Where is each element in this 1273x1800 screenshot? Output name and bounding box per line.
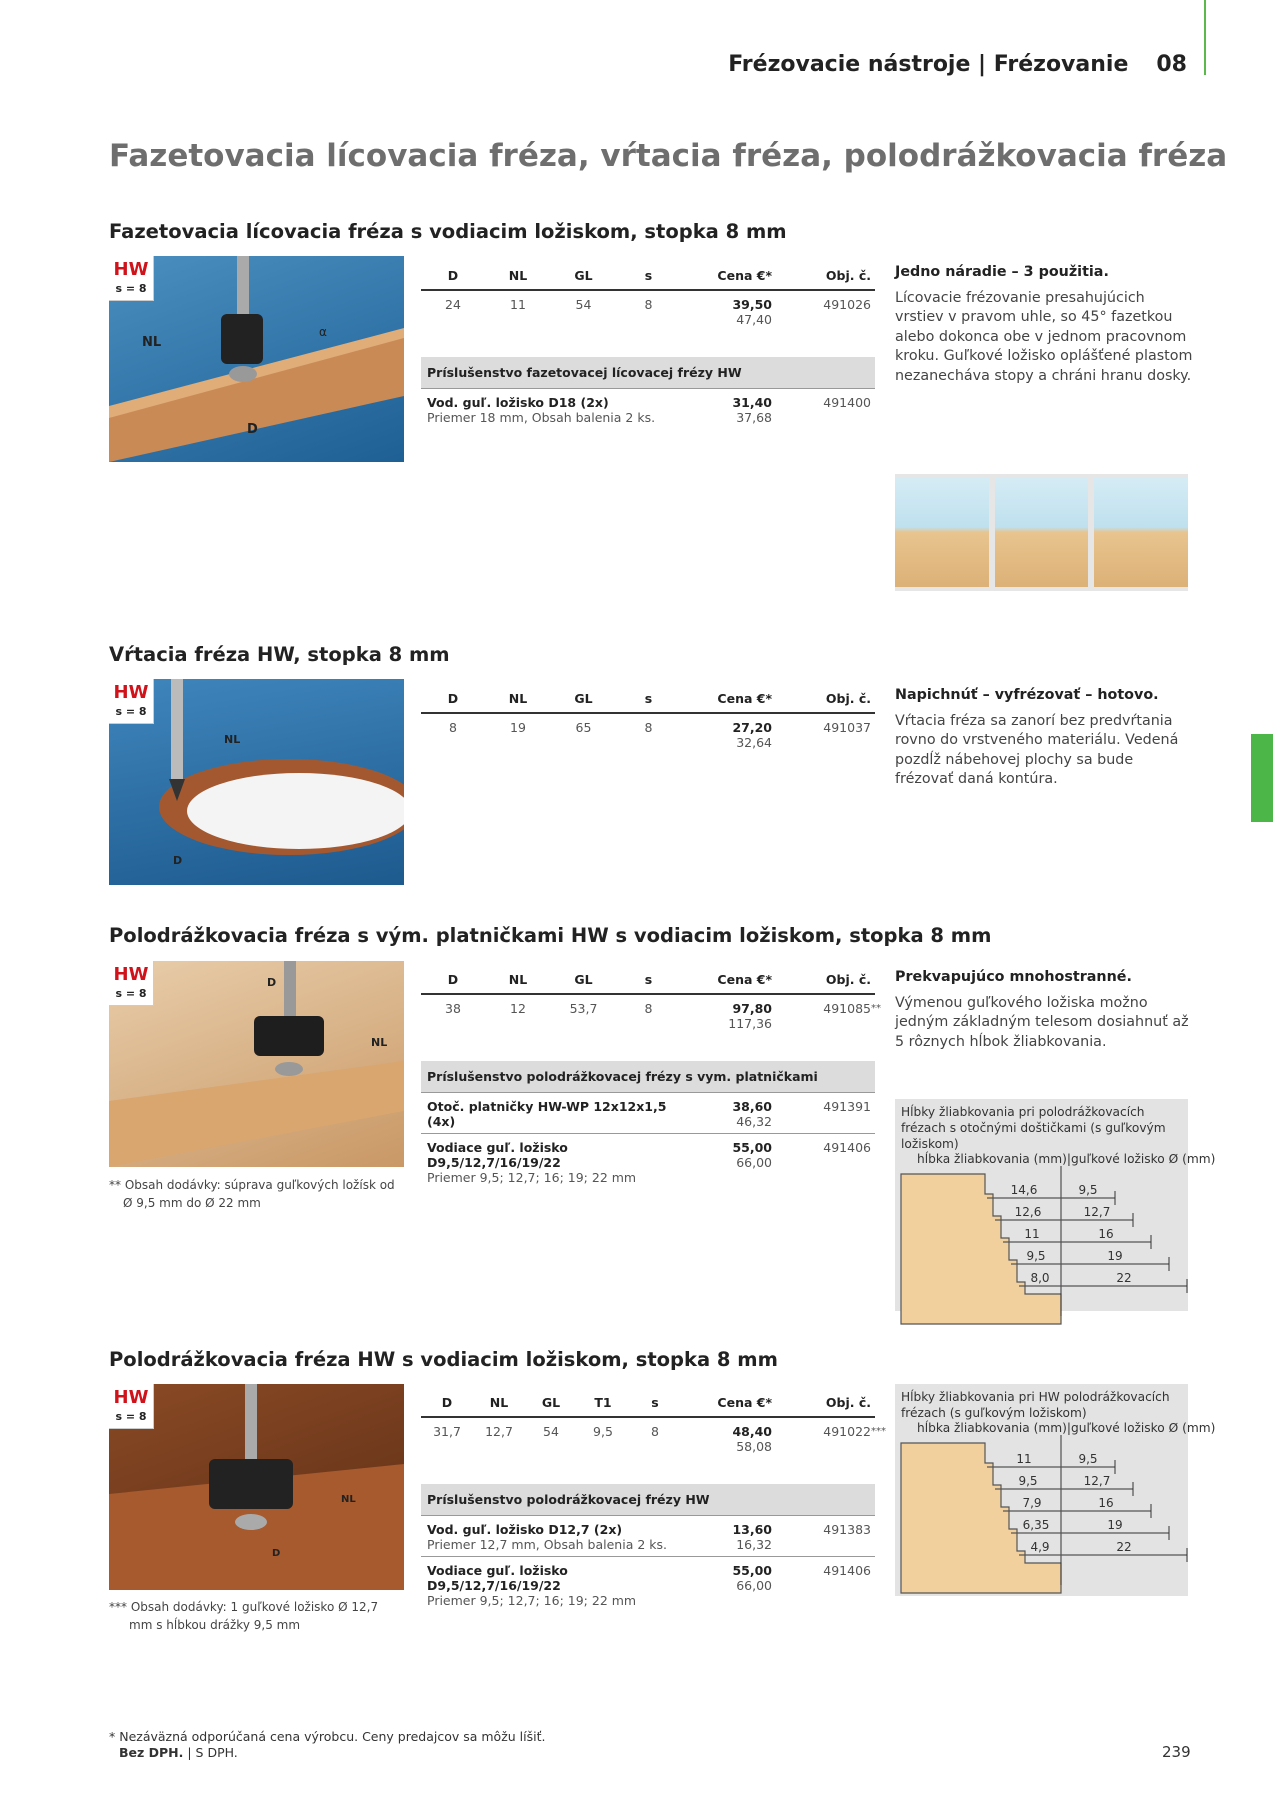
column-header: NL — [485, 966, 551, 994]
depth-value: 9,5 — [1018, 1474, 1038, 1488]
column-header: Obj. č. — [776, 262, 875, 290]
bearing-value: 16 — [1098, 1227, 1114, 1241]
hw-badge: HW s = 8 — [109, 961, 154, 1006]
diagram-caption: Hĺbky žliabkovania pri polodrážkovacích frézach s otočnými doštičkami (s guľkovým ložiskom) — [901, 1105, 1166, 1151]
price-disclaimer: * Nezáväzná odporúčaná cena výrobcu. Ceny predajcov sa môžu líšiť. — [109, 1729, 546, 1744]
depth-value: 11 — [1016, 1452, 1032, 1466]
description-rebate: Prekvapujúco mnohostranné. Výmenou guľkového ložiska možno jedným základným telesom dosiahnuť až 5 rôznych hĺbok žliabkovania. — [895, 969, 1189, 1050]
bearing-value: 22 — [1116, 1540, 1132, 1554]
price: 31,40 — [732, 395, 772, 410]
cell: 9,5 — [593, 1424, 613, 1439]
cell: 12,7 — [485, 1424, 513, 1439]
order-number: 491391 — [823, 1099, 871, 1114]
order-number: 491085 — [823, 1001, 871, 1016]
profile-chamfer — [995, 478, 1089, 587]
label-nl: NL — [224, 733, 241, 746]
table-row — [421, 713, 875, 750]
cell: 19 — [510, 720, 526, 735]
product-table-rebate-hw — [421, 1389, 886, 1612]
page-title: Fazetovacia lícovacia fréza, vŕtacia fréza, polodrážkovacia fréza — [109, 138, 1228, 174]
cell: 8 — [644, 720, 653, 735]
order-number-cell — [776, 713, 875, 750]
column-header: GL — [525, 1389, 577, 1417]
order-number-cell — [776, 1134, 875, 1190]
profile-flush — [895, 478, 989, 587]
column-header: NL — [473, 1389, 525, 1417]
accessory-name: Vodiace guľ. ložisko D9,5/12,7/16/19/22 — [427, 1140, 568, 1170]
product-image-rebate-insert-cutter — [109, 961, 404, 1167]
spacer-cell — [421, 327, 875, 357]
bearing-value: 22 — [1116, 1271, 1132, 1285]
bearing-value: 9,5 — [1078, 1183, 1098, 1197]
accessory-header — [421, 1061, 875, 1093]
depth-value: 7,9 — [1022, 1496, 1042, 1510]
accessory-title: Príslušenstvo polodrážkovacej frézy s vym. platničkami — [421, 1061, 875, 1093]
description-drill: Napichnúť – vyfrézovať – hotovo. Vŕtacia fréza sa zanorí bez predvŕtania rovno do vrstveného materiálu. Vedená pozdĺž nábehovej plochy sa bude frézovať daná kontúra. — [895, 687, 1179, 787]
accessory-name-cell — [421, 1557, 681, 1613]
section-heading-rebate-hw: Polodrážkovacia fréza HW s vodiacim ložiskom, stopka 8 mm — [109, 1348, 778, 1371]
price-vat: 37,68 — [736, 410, 772, 425]
depth-value: 4,9 — [1030, 1540, 1050, 1554]
page-number: 239 — [1162, 1743, 1191, 1761]
order-number-cell — [776, 290, 875, 327]
cell: 65 — [575, 720, 592, 735]
price-cell — [681, 1516, 776, 1557]
depth-label: hĺbka žliabkovania (mm) — [917, 1421, 1067, 1435]
header-section: Frézovacie nástroje | Frézovanie — [728, 52, 1129, 77]
cell: 54 — [543, 1424, 559, 1439]
accessory-row — [421, 1557, 875, 1613]
price-cell — [681, 713, 776, 750]
column-header: D — [421, 1389, 473, 1417]
diagram-axis-labels — [895, 1152, 1216, 1166]
running-header — [728, 52, 1187, 77]
order-number-cell — [776, 1093, 875, 1134]
price-vat: 46,32 — [736, 1114, 772, 1129]
diagram-axis-labels — [895, 1421, 1216, 1435]
cell: 8 — [651, 1424, 659, 1439]
depth-value: 8,0 — [1030, 1271, 1050, 1285]
depth-value: 6,35 — [1022, 1518, 1050, 1532]
price: 27,20 — [732, 720, 772, 735]
price-vat: 32,64 — [736, 735, 772, 750]
column-header: Cena €* — [681, 966, 776, 994]
accessory-row — [421, 1134, 875, 1190]
groove-diagram — [895, 1435, 1188, 1595]
label-d: D — [173, 854, 183, 867]
column-header: Obj. č. — [776, 685, 875, 713]
product-table-chamfer — [421, 262, 875, 429]
bearing-value: 19 — [1107, 1249, 1123, 1263]
price-vat: 47,40 — [736, 312, 772, 327]
vat-included-label: | S DPH. — [183, 1745, 238, 1760]
section-heading-drill: Vŕtacia fréza HW, stopka 8 mm — [109, 643, 450, 666]
table-row — [421, 290, 875, 327]
accessory-name-cell — [421, 1093, 681, 1134]
depth-value: 11 — [1024, 1227, 1040, 1241]
order-number: 491037 — [823, 720, 871, 735]
order-number: 491026 — [823, 297, 871, 312]
order-number: 491406 — [823, 1563, 871, 1578]
price-vat: 58,08 — [736, 1439, 772, 1454]
accessory-name: Vod. guľ. ložisko D18 (2x) — [427, 395, 609, 410]
accessory-name-cell — [421, 389, 681, 430]
cell: 12 — [510, 1001, 526, 1016]
profile-flush-chamfer — [1094, 478, 1188, 587]
label-nl: NL — [341, 1494, 356, 1505]
accessory-row — [421, 1516, 875, 1557]
price-cell — [681, 1134, 776, 1190]
hw-badge: HW s = 8 — [109, 1384, 154, 1429]
profile-illustrations — [895, 474, 1188, 591]
price-cell — [681, 1093, 776, 1134]
column-header: Obj. č. — [776, 966, 875, 994]
groove-depth-diagram-hw — [895, 1384, 1216, 1596]
bearing-value: 12,7 — [1083, 1205, 1111, 1219]
label-d: D — [247, 422, 258, 437]
product-table-drill — [421, 685, 875, 750]
column-header: D — [421, 262, 485, 290]
chapter-number: 08 — [1156, 52, 1187, 77]
price-vat: 66,00 — [736, 1578, 772, 1593]
price-vat: 16,32 — [736, 1537, 772, 1552]
label-d: D — [267, 976, 277, 989]
accessory-header — [421, 1484, 875, 1516]
column-header: T1 — [577, 1389, 629, 1417]
section-heading-chamfer: Fazetovacia lícovacia fréza s vodiacim ložiskom, stopka 8 mm — [109, 220, 787, 243]
order-number-cell — [776, 994, 881, 1031]
price: 55,00 — [732, 1563, 772, 1578]
price: 97,80 — [732, 1001, 772, 1016]
order-footnote-mark: ** — [871, 1003, 881, 1014]
order-number: 491400 — [823, 395, 871, 410]
cell: 54 — [575, 297, 592, 312]
price: 13,60 — [732, 1522, 772, 1537]
price: 48,40 — [732, 1424, 772, 1439]
price-cell — [681, 389, 776, 430]
cell: 24 — [445, 297, 461, 312]
cell: 8 — [449, 720, 457, 735]
price-cell — [681, 994, 776, 1031]
spacer — [421, 1031, 875, 1061]
groove-diagram — [895, 1166, 1188, 1326]
product-table-rebate-inserts — [421, 966, 881, 1189]
table-row — [421, 994, 875, 1031]
description-chamfer: Jedno náradie – 3 použitia. Lícovacie frézovanie presahujúcich vrstiev v pravom uhle, so 45° fazetkou alebo dokonca obe v jednom pracovnom kroku. Guľkové ložisko oplášťené plastom nezanecháva stopy a chráni hranu dosky. — [895, 264, 1193, 384]
order-number: 491022 — [823, 1424, 871, 1439]
label-nl: NL — [371, 1036, 388, 1049]
accessory-row — [421, 389, 875, 430]
groove-depth-diagram-inserts — [895, 1099, 1216, 1311]
price-vat: 117,36 — [728, 1016, 772, 1031]
depth-value: 14,6 — [1010, 1183, 1038, 1197]
order-number: 491406 — [823, 1140, 871, 1155]
footer-note — [109, 1729, 545, 1761]
spacer — [421, 1454, 875, 1484]
depth-value: 12,6 — [1014, 1205, 1042, 1219]
label-nl: NL — [142, 335, 162, 350]
accessory-name-cell — [421, 1516, 681, 1557]
hw-badge: HW s = 8 — [109, 679, 154, 724]
section-heading-rebate-inserts: Polodrážkovacia fréza s vým. platničkami HW s vodiacim ložiskom, stopka 8 mm — [109, 924, 992, 947]
order-number: 491383 — [823, 1522, 871, 1537]
accessory-name: Vodiace guľ. ložisko D9,5/12,7/16/19/22 — [427, 1563, 568, 1593]
column-header: s — [616, 966, 681, 994]
accessory-row — [421, 1093, 875, 1134]
accessory-detail: Priemer 18 mm, Obsah balenia 2 ks. — [427, 410, 656, 425]
depth-label: hĺbka žliabkovania (mm) — [917, 1152, 1067, 1166]
vat-excluded-label: Bez DPH. — [119, 1745, 184, 1760]
column-header: s — [629, 1389, 681, 1417]
table-row — [421, 1417, 875, 1454]
price: 39,50 — [732, 297, 772, 312]
accessory-name: Vod. guľ. ložisko D12,7 (2x) — [427, 1522, 623, 1537]
bearing-label: guľkové ložisko Ø (mm) — [1070, 1421, 1216, 1435]
accessory-detail: Priemer 12,7 mm, Obsah balenia 2 ks. — [427, 1537, 667, 1552]
bearing-value: 12,7 — [1083, 1474, 1111, 1488]
product-image-drill-cutter — [109, 679, 404, 885]
depth-value: 9,5 — [1026, 1249, 1046, 1263]
bearing-value: 16 — [1098, 1496, 1114, 1510]
column-header: Obj. č. — [776, 1389, 875, 1417]
label-alpha: α — [319, 325, 327, 339]
price: 38,60 — [732, 1099, 772, 1114]
cell: 8 — [644, 1001, 653, 1016]
footnote-double-star: ** Obsah dodávky: súprava guľkových ložísk od Ø 9,5 mm do Ø 22 mm — [109, 1178, 395, 1210]
column-header: GL — [551, 966, 616, 994]
label-d: D — [272, 1548, 281, 1559]
column-header: NL — [485, 262, 551, 290]
column-header: D — [421, 966, 485, 994]
column-header: GL — [551, 262, 616, 290]
bearing-label: guľkové ložisko Ø (mm) — [1070, 1152, 1216, 1166]
divider: | — [1066, 1421, 1071, 1435]
order-footnote-mark: *** — [871, 1426, 886, 1437]
spacer — [421, 327, 875, 357]
column-header: D — [421, 685, 485, 713]
accessory-detail: Priemer 9,5; 12,7; 16; 19; 22 mm — [427, 1593, 637, 1608]
price-vat: 66,00 — [736, 1155, 772, 1170]
order-number-cell — [776, 389, 875, 430]
column-header: Cena €* — [681, 685, 776, 713]
spacer-cell — [421, 1454, 875, 1484]
column-header: s — [616, 262, 681, 290]
column-header: NL — [485, 685, 551, 713]
price-cell — [681, 290, 776, 327]
accessory-name: Otoč. platničky HW-WP 12x12x1,5 (4x) — [427, 1099, 667, 1129]
bearing-value: 19 — [1107, 1518, 1123, 1532]
column-header: Cena €* — [681, 262, 776, 290]
product-image-rebate-hw-cutter — [109, 1384, 404, 1590]
price-cell — [681, 1417, 776, 1454]
price: 55,00 — [732, 1140, 772, 1155]
bearing-value: 9,5 — [1078, 1452, 1098, 1466]
accessory-name-cell — [421, 1134, 681, 1190]
accessory-detail: Priemer 9,5; 12,7; 16; 19; 22 mm — [427, 1170, 637, 1185]
price-cell — [681, 1557, 776, 1613]
column-header: GL — [551, 685, 616, 713]
footnote-triple-star: *** Obsah dodávky: 1 guľkové ložisko Ø 12,7 mm s hĺbkou drážky 9,5 mm — [109, 1600, 379, 1632]
cell: 11 — [510, 297, 526, 312]
cell: 38 — [445, 1001, 461, 1016]
header-accent-line — [1204, 0, 1206, 75]
product-image-chamfer-cutter — [109, 256, 404, 462]
order-number-cell — [776, 1516, 875, 1557]
cell: 8 — [644, 297, 653, 312]
cell: 53,7 — [569, 1001, 598, 1016]
accessory-title: Príslušenstvo polodrážkovacej frézy HW — [421, 1484, 875, 1516]
order-number-cell — [776, 1417, 886, 1454]
column-header: s — [616, 685, 681, 713]
column-header: Cena €* — [681, 1389, 776, 1417]
diagram-caption: Hĺbky žliabkovania pri HW polodrážkovacích frézach (s guľkovým ložiskom) — [901, 1390, 1170, 1420]
accessory-header — [421, 357, 875, 389]
accessory-title: Príslušenstvo fazetovacej lícovacej frézy HW — [421, 357, 875, 389]
chapter-tab[interactable] — [1251, 734, 1273, 822]
order-number-cell — [776, 1557, 875, 1613]
hw-badge: HW s = 8 — [109, 256, 154, 301]
divider: | — [1066, 1152, 1071, 1166]
cell: 31,7 — [433, 1424, 461, 1439]
spacer-cell — [421, 1031, 875, 1061]
